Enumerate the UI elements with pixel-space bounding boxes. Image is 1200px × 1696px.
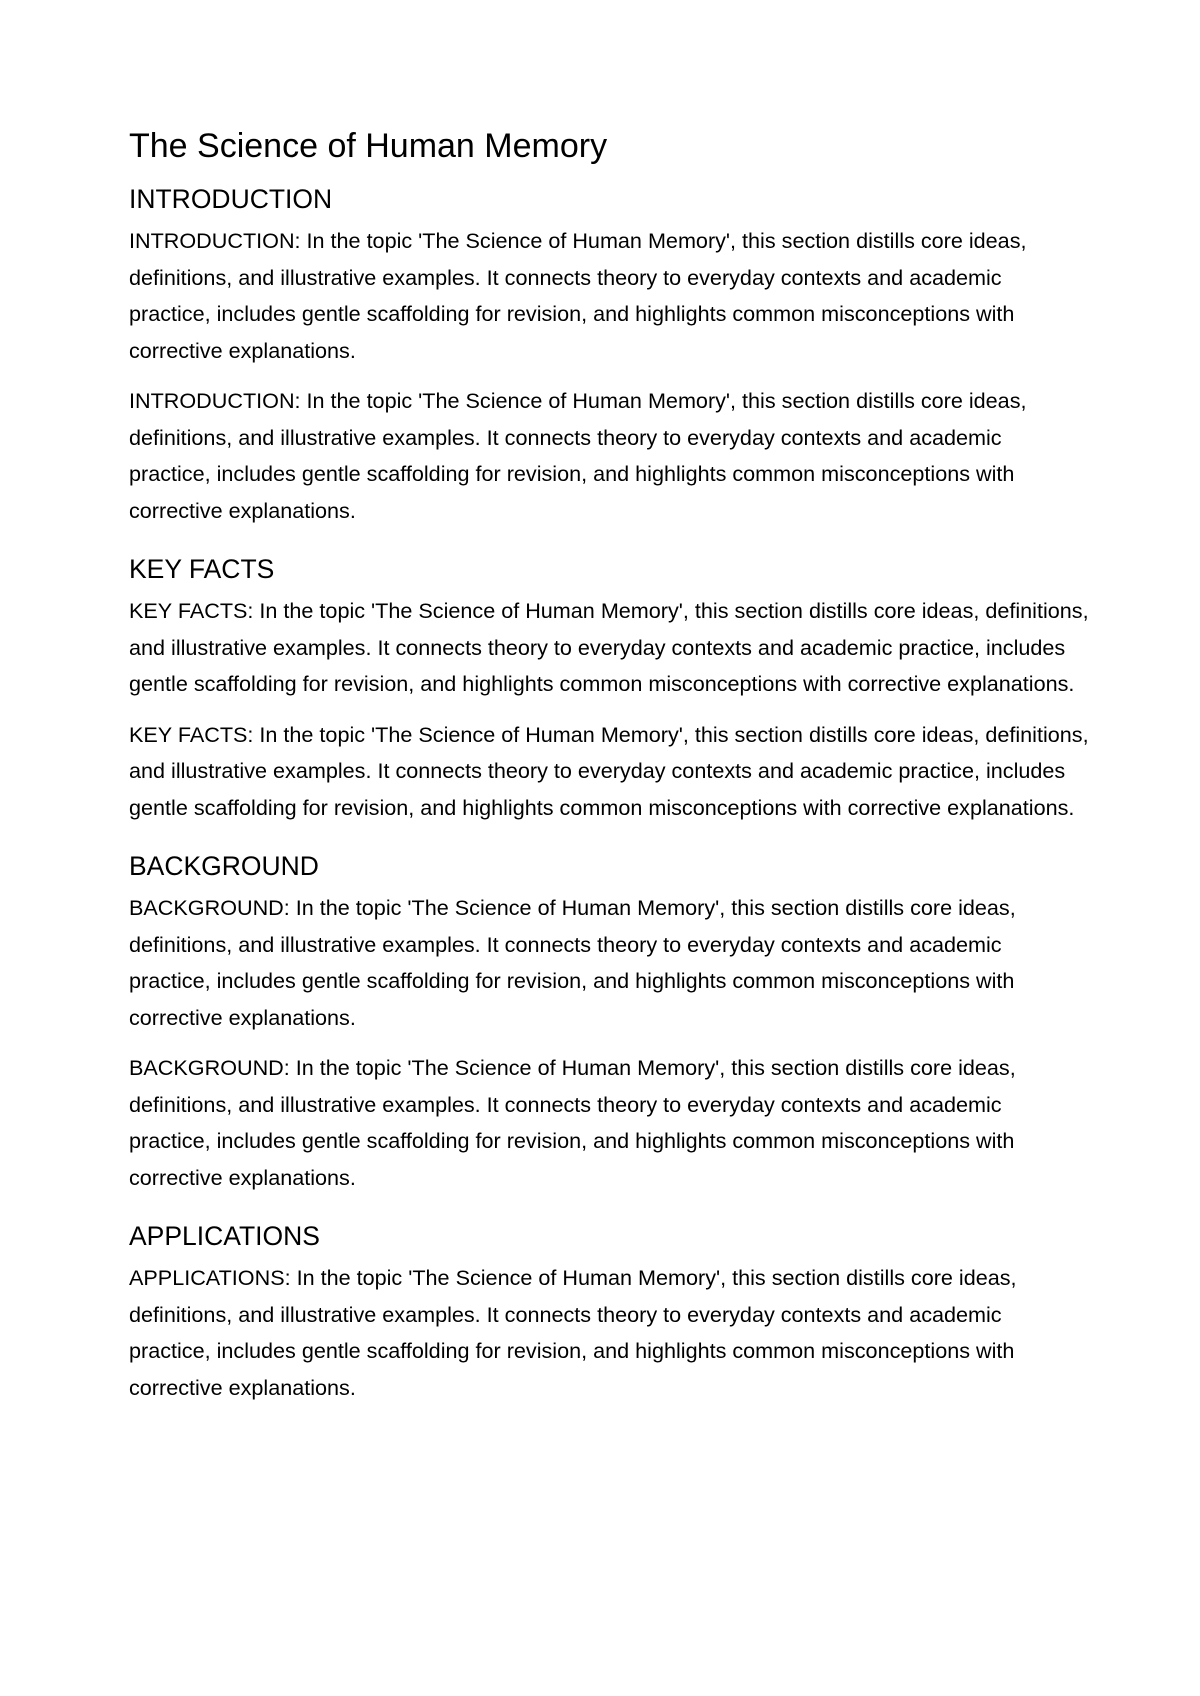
document-page	[129, 126, 1089, 1430]
section-introduction	[129, 183, 1089, 529]
section-heading: KEY FACTS	[129, 554, 275, 584]
section-paragraph: KEY FACTS: In the topic 'The Science of Human Memory', this section distills core ideas, definitions, and illustrative examples. It connects theory to everyday contexts and academic practice, includes gentle scaffolding for revision, and highlights common misconceptions with corrective explanations.	[129, 598, 1089, 696]
section-paragraph: BACKGROUND: In the topic 'The Science of Human Memory', this section distills core ideas, definitions, and illustrative examples. It connects theory to everyday contexts and academic practice, includes gentle scaffolding for revision, and highlights common misconceptions with corrective explanations.	[129, 895, 1016, 1030]
section-applications	[129, 1220, 1089, 1406]
section-heading: APPLICATIONS	[129, 1221, 320, 1251]
section-paragraph: BACKGROUND: In the topic 'The Science of Human Memory', this section distills core ideas, definitions, and illustrative examples. It connects theory to everyday contexts and academic practice, includes gentle scaffolding for revision, and highlights common misconceptions with corrective explanations.	[129, 1055, 1016, 1190]
section-heading: INTRODUCTION	[129, 184, 333, 214]
section-background	[129, 850, 1089, 1196]
section-paragraph: APPLICATIONS: In the topic 'The Science of Human Memory', this section distills core ideas, definitions, and illustrative examples. It connects theory to everyday contexts and academic practice, includes gentle scaffolding for revision, and highlights common misconceptions with corrective explanations.	[129, 1265, 1017, 1400]
section-paragraph: INTRODUCTION: In the topic 'The Science of Human Memory', this section distills core ideas, definitions, and illustrative examples. It connects theory to everyday contexts and academic practice, includes gentle scaffolding for revision, and highlights common misconceptions with corrective explanations.	[129, 228, 1027, 363]
section-key-facts	[129, 553, 1089, 826]
section-heading: BACKGROUND	[129, 851, 319, 881]
document-title: The Science of Human Memory	[129, 127, 608, 165]
section-paragraph: INTRODUCTION: In the topic 'The Science of Human Memory', this section distills core ideas, definitions, and illustrative examples. It connects theory to everyday contexts and academic practice, includes gentle scaffolding for revision, and highlights common misconceptions with corrective explanations.	[129, 388, 1027, 523]
section-paragraph: KEY FACTS: In the topic 'The Science of Human Memory', this section distills core ideas, definitions, and illustrative examples. It connects theory to everyday contexts and academic practice, includes gentle scaffolding for revision, and highlights common misconceptions with corrective explanations.	[129, 721, 1089, 820]
